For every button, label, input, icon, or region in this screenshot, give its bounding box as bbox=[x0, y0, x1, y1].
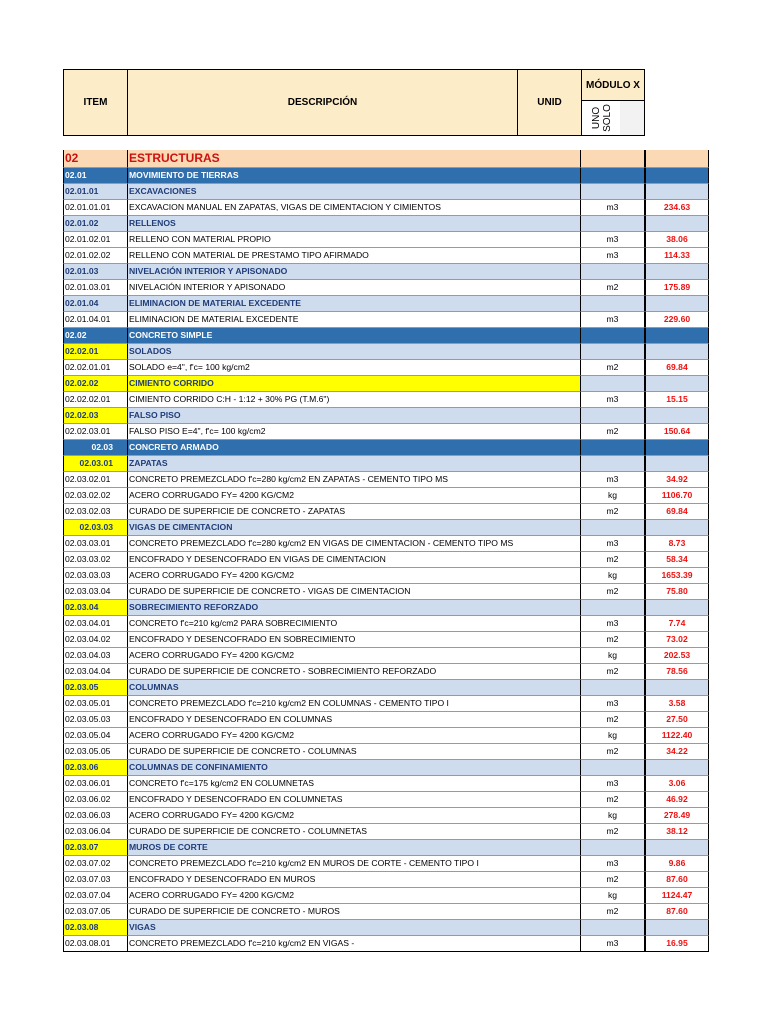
item-quantity bbox=[645, 680, 709, 696]
item-unit: m2 bbox=[581, 712, 645, 728]
item-code: 02.03.04 bbox=[63, 600, 128, 616]
item-unit bbox=[581, 184, 645, 200]
item-quantity: 15.15 bbox=[645, 392, 709, 408]
item-quantity bbox=[645, 376, 709, 392]
item-code: 02.03.06.04 bbox=[63, 824, 128, 840]
header-modulo-sub-label: UNO SOLO bbox=[591, 104, 613, 132]
item-quantity bbox=[645, 184, 709, 200]
table-row bbox=[63, 648, 691, 664]
item-description: ACERO CORRUGADO FY= 4200 KG/CM2 bbox=[128, 568, 581, 584]
item-description: CONCRETO PREMEZCLADO f'c=210 kg/cm2 EN COLUMNAS - CEMENTO TIPO I bbox=[128, 696, 581, 712]
item-quantity: 1106.70 bbox=[645, 488, 709, 504]
item-code: 02.03.05.01 bbox=[63, 696, 128, 712]
item-unit bbox=[581, 920, 645, 936]
header-modulo bbox=[581, 69, 645, 101]
group-row bbox=[63, 440, 645, 456]
item-unit: m2 bbox=[581, 280, 645, 296]
item-unit: m3 bbox=[581, 536, 645, 552]
item-unit bbox=[581, 456, 645, 472]
table-row bbox=[63, 792, 688, 808]
item-unit: m3 bbox=[581, 200, 645, 216]
item-unit: m3 bbox=[581, 936, 645, 952]
item-quantity: 34.92 bbox=[645, 472, 709, 488]
table-row bbox=[63, 232, 688, 248]
item-unit bbox=[581, 296, 645, 312]
item-unit bbox=[581, 376, 645, 392]
item-unit: m3 bbox=[581, 392, 645, 408]
item-code: 02.03.02.03 bbox=[63, 504, 128, 520]
item-quantity: 46.92 bbox=[645, 792, 709, 808]
item-unit: m2 bbox=[581, 424, 645, 440]
table-row bbox=[63, 696, 686, 712]
item-code: 02.02.01.01 bbox=[63, 360, 128, 376]
item-quantity bbox=[645, 600, 709, 616]
item-unit: m2 bbox=[581, 504, 645, 520]
item-description: ENCOFRADO Y DESENCOFRADO EN VIGAS DE CIMENTACION bbox=[128, 552, 581, 568]
item-quantity: 69.84 bbox=[645, 504, 709, 520]
item-description: FALSO PISO bbox=[128, 408, 581, 424]
item-quantity: 3.06 bbox=[645, 776, 709, 792]
item-unit bbox=[581, 168, 645, 184]
table-row bbox=[63, 936, 688, 952]
table-row bbox=[63, 744, 688, 760]
item-unit: m2 bbox=[581, 904, 645, 920]
table-row bbox=[63, 552, 688, 568]
group-row bbox=[63, 408, 645, 424]
item-code: 02.03.05.03 bbox=[63, 712, 128, 728]
item-unit: kg bbox=[581, 648, 645, 664]
item-unit: m3 bbox=[581, 232, 645, 248]
item-unit bbox=[581, 408, 645, 424]
item-quantity bbox=[645, 328, 709, 344]
item-code: 02.01.02.01 bbox=[63, 232, 128, 248]
item-code: 02 bbox=[63, 150, 128, 168]
item-code: 02.03.07.04 bbox=[63, 888, 128, 904]
item-description: CONCRETO f'c=210 kg/cm2 PARA SOBRECIMIENTO bbox=[128, 616, 581, 632]
item-description: FALSO PISO E=4", f'c= 100 kg/cm2 bbox=[128, 424, 581, 440]
item-description: SOBRECIMIENTO REFORZADO bbox=[128, 600, 581, 616]
item-description: ACERO CORRUGADO FY= 4200 KG/CM2 bbox=[128, 648, 581, 664]
item-quantity: 1122.40 bbox=[645, 728, 709, 744]
table-row bbox=[63, 248, 690, 264]
item-quantity: 1653.39 bbox=[645, 568, 709, 584]
item-description: CONCRETO SIMPLE bbox=[128, 328, 581, 344]
item-code: 02.02.03.01 bbox=[63, 424, 128, 440]
item-quantity bbox=[645, 344, 709, 360]
item-code: 02.02.03 bbox=[63, 408, 128, 424]
item-description: ELIMINACION DE MATERIAL EXCEDENTE bbox=[128, 312, 581, 328]
item-description: EXCAVACION MANUAL EN ZAPATAS, VIGAS DE CIMENTACION Y CIMIENTOS bbox=[128, 200, 581, 216]
item-quantity bbox=[645, 456, 709, 472]
item-code: 02.01.01.01 bbox=[63, 200, 128, 216]
item-unit: m2 bbox=[581, 792, 645, 808]
item-code: 02.01.04 bbox=[63, 296, 128, 312]
item-unit: m3 bbox=[581, 616, 645, 632]
group-row bbox=[63, 456, 645, 472]
item-code: 02.03.05 bbox=[63, 680, 128, 696]
item-quantity: 87.60 bbox=[645, 904, 709, 920]
table-row bbox=[63, 360, 688, 376]
item-unit: m2 bbox=[581, 872, 645, 888]
item-unit bbox=[581, 328, 645, 344]
table-row bbox=[63, 888, 693, 904]
item-quantity: 16.95 bbox=[645, 936, 709, 952]
item-quantity: 38.12 bbox=[645, 824, 709, 840]
item-code: 02.01.01 bbox=[63, 184, 128, 200]
table-row bbox=[63, 568, 693, 584]
item-code: 02.01.04.01 bbox=[63, 312, 128, 328]
item-code: 02.03.06.03 bbox=[63, 808, 128, 824]
item-description: CONCRETO PREMEZCLADO f'c=280 kg/cm2 EN ZAPATAS - CEMENTO TIPO MS bbox=[128, 472, 581, 488]
table-row bbox=[63, 504, 688, 520]
item-code: 02.03.05.05 bbox=[63, 744, 128, 760]
table-row bbox=[63, 904, 688, 920]
table-row bbox=[63, 584, 688, 600]
item-unit: kg bbox=[581, 568, 645, 584]
table-row bbox=[63, 280, 691, 296]
item-code: 02.03.05.04 bbox=[63, 728, 128, 744]
header-unid bbox=[517, 69, 582, 136]
item-description: SOLADOS bbox=[128, 344, 581, 360]
group-row bbox=[63, 216, 645, 232]
item-code: 02.01.03 bbox=[63, 264, 128, 280]
group-row bbox=[63, 168, 645, 184]
item-code: 02.03.03.02 bbox=[63, 552, 128, 568]
item-code: 02.03.04.02 bbox=[63, 632, 128, 648]
item-unit bbox=[581, 264, 645, 280]
item-code: 02.02.02 bbox=[63, 376, 128, 392]
item-quantity bbox=[645, 150, 709, 168]
item-quantity: 234.63 bbox=[645, 200, 709, 216]
item-code: 02.03.04.04 bbox=[63, 664, 128, 680]
item-unit: m2 bbox=[581, 824, 645, 840]
item-unit: m3 bbox=[581, 696, 645, 712]
item-code: 02.03.06.01 bbox=[63, 776, 128, 792]
group-row bbox=[63, 376, 645, 392]
item-unit: m2 bbox=[581, 360, 645, 376]
group-row bbox=[63, 760, 645, 776]
header-modulo-label: MÓDULO X bbox=[586, 79, 640, 91]
item-quantity: 8.73 bbox=[645, 536, 709, 552]
table-row bbox=[63, 616, 686, 632]
item-description: CURADO DE SUPERFICIE DE CONCRETO - SOBRECIMIENTO REFORZADO bbox=[128, 664, 581, 680]
item-code: 02.03.07.02 bbox=[63, 856, 128, 872]
item-code: 02.03.03.01 bbox=[63, 536, 128, 552]
item-code: 02.01.02.02 bbox=[63, 248, 128, 264]
group-row bbox=[63, 520, 645, 536]
item-quantity bbox=[645, 920, 709, 936]
item-unit: kg bbox=[581, 808, 645, 824]
item-code: 02.03.01 bbox=[63, 456, 128, 472]
item-code: 02.03.03 bbox=[63, 520, 128, 536]
table-row bbox=[63, 488, 693, 504]
item-description: VIGAS DE CIMENTACION bbox=[128, 520, 581, 536]
item-unit: m2 bbox=[581, 584, 645, 600]
item-unit: m3 bbox=[581, 248, 645, 264]
item-description: CURADO DE SUPERFICIE DE CONCRETO - MUROS bbox=[128, 904, 581, 920]
item-code: 02.02 bbox=[63, 328, 128, 344]
table-row bbox=[63, 664, 688, 680]
item-code: 02.03.06 bbox=[63, 760, 128, 776]
item-code: 02.03.07 bbox=[63, 840, 128, 856]
header-descripcion-label: DESCRIPCIÓN bbox=[287, 97, 358, 108]
item-quantity: 175.89 bbox=[645, 280, 709, 296]
item-quantity bbox=[645, 840, 709, 856]
header-modulo-sub bbox=[581, 100, 645, 136]
item-quantity bbox=[645, 520, 709, 536]
table-row bbox=[63, 872, 688, 888]
item-description: CURADO DE SUPERFICIE DE CONCRETO - ZAPATAS bbox=[128, 504, 581, 520]
group-row bbox=[63, 920, 645, 936]
item-unit bbox=[581, 600, 645, 616]
item-description: EXCAVACIONES bbox=[128, 184, 581, 200]
item-description: COLUMNAS DE CONFINAMIENTO bbox=[128, 760, 581, 776]
group-row bbox=[63, 600, 645, 616]
section-row bbox=[63, 150, 645, 168]
item-code: 02.03.04.01 bbox=[63, 616, 128, 632]
item-description: ENCOFRADO Y DESENCOFRADO EN COLUMNETAS bbox=[128, 792, 581, 808]
item-description: ACERO CORRUGADO FY= 4200 KG/CM2 bbox=[128, 728, 581, 744]
item-description: ACERO CORRUGADO FY= 4200 KG/CM2 bbox=[128, 888, 581, 904]
item-unit: m3 bbox=[581, 312, 645, 328]
item-code: 02.03.03.04 bbox=[63, 584, 128, 600]
group-row bbox=[63, 264, 645, 280]
item-description: MOVIMIENTO DE TIERRAS bbox=[128, 168, 581, 184]
item-unit bbox=[581, 840, 645, 856]
item-code: 02.03.03.03 bbox=[63, 568, 128, 584]
item-description: CURADO DE SUPERFICIE DE CONCRETO - VIGAS DE CIMENTACION bbox=[128, 584, 581, 600]
item-quantity bbox=[645, 760, 709, 776]
group-row bbox=[63, 296, 645, 312]
item-quantity: 7.74 bbox=[645, 616, 709, 632]
item-code: 02.03.02.01 bbox=[63, 472, 128, 488]
item-code: 02.01 bbox=[63, 168, 128, 184]
item-code: 02.03.06.02 bbox=[63, 792, 128, 808]
group-row bbox=[63, 840, 645, 856]
table-row bbox=[63, 472, 688, 488]
group-row bbox=[63, 680, 645, 696]
item-description: CURADO DE SUPERFICIE DE CONCRETO - COLUMNAS bbox=[128, 744, 581, 760]
item-description: CURADO DE SUPERFICIE DE CONCRETO - COLUMNETAS bbox=[128, 824, 581, 840]
item-quantity bbox=[645, 168, 709, 184]
item-description: ENCOFRADO Y DESENCOFRADO EN SOBRECIMIENTO bbox=[128, 632, 581, 648]
item-description: ENCOFRADO Y DESENCOFRADO EN COLUMNAS bbox=[128, 712, 581, 728]
item-quantity bbox=[645, 264, 709, 280]
item-description: CONCRETO PREMEZCLADO f'c=210 kg/cm2 EN VIGAS - bbox=[128, 936, 581, 952]
item-quantity: 78.56 bbox=[645, 664, 709, 680]
item-code: 02.03.07.05 bbox=[63, 904, 128, 920]
item-quantity: 87.60 bbox=[645, 872, 709, 888]
item-description: ACERO CORRUGADO FY= 4200 KG/CM2 bbox=[128, 808, 581, 824]
item-description: VIGAS bbox=[128, 920, 581, 936]
item-unit bbox=[581, 344, 645, 360]
header-descripcion bbox=[127, 69, 518, 136]
item-quantity: 202.53 bbox=[645, 648, 709, 664]
item-quantity: 278.49 bbox=[645, 808, 709, 824]
item-code: 02.03.08.01 bbox=[63, 936, 128, 952]
item-description: ENCOFRADO Y DESENCOFRADO EN MUROS bbox=[128, 872, 581, 888]
item-quantity bbox=[645, 296, 709, 312]
table-row bbox=[63, 856, 686, 872]
item-quantity: 38.06 bbox=[645, 232, 709, 248]
item-description: CIMIENTO CORRIDO C:H - 1:12 + 30% PG (T.M.6") bbox=[128, 392, 581, 408]
item-unit bbox=[581, 150, 645, 168]
item-code: 02.03.04.03 bbox=[63, 648, 128, 664]
item-description: SOLADO e=4", f'c= 100 kg/cm2 bbox=[128, 360, 581, 376]
table-row bbox=[63, 808, 691, 824]
item-quantity bbox=[645, 408, 709, 424]
item-description: CIMIENTO CORRIDO bbox=[128, 376, 581, 392]
item-description: CONCRETO f'c=175 kg/cm2 EN COLUMNETAS bbox=[128, 776, 581, 792]
item-quantity: 69.84 bbox=[645, 360, 709, 376]
table-row bbox=[63, 824, 688, 840]
group-row bbox=[63, 184, 645, 200]
item-unit: m2 bbox=[581, 664, 645, 680]
item-code: 02.03.07.03 bbox=[63, 872, 128, 888]
item-unit: m3 bbox=[581, 776, 645, 792]
item-code: 02.01.02 bbox=[63, 216, 128, 232]
item-description: CONCRETO PREMEZCLADO f'c=280 kg/cm2 EN VIGAS DE CIMENTACION - CEMENTO TIPO MS bbox=[128, 536, 581, 552]
table-row bbox=[63, 728, 693, 744]
item-description: RELLENO CON MATERIAL PROPIO bbox=[128, 232, 581, 248]
group-row bbox=[63, 344, 645, 360]
item-quantity: 58.34 bbox=[645, 552, 709, 568]
item-quantity: 229.60 bbox=[645, 312, 709, 328]
item-description: ELIMINACION DE MATERIAL EXCEDENTE bbox=[128, 296, 581, 312]
item-description: CONCRETO ARMADO bbox=[128, 440, 581, 456]
item-code: 02.02.02.01 bbox=[63, 392, 128, 408]
item-quantity: 9.86 bbox=[645, 856, 709, 872]
header-item bbox=[63, 69, 128, 136]
table-row bbox=[63, 424, 691, 440]
item-unit bbox=[581, 520, 645, 536]
item-description: CONCRETO PREMEZCLADO f'c=210 kg/cm2 EN MUROS DE CORTE - CEMENTO TIPO I bbox=[128, 856, 581, 872]
item-description: NIVELACIÓN INTERIOR Y APISONADO bbox=[128, 280, 581, 296]
header-item-label: ITEM bbox=[83, 97, 108, 108]
item-unit: m2 bbox=[581, 632, 645, 648]
item-quantity: 114.33 bbox=[645, 248, 709, 264]
item-unit bbox=[581, 680, 645, 696]
item-code: 02.03 bbox=[63, 440, 128, 456]
item-description: COLUMNAS bbox=[128, 680, 581, 696]
item-quantity: 34.22 bbox=[645, 744, 709, 760]
item-quantity bbox=[645, 216, 709, 232]
item-quantity: 1124.47 bbox=[645, 888, 709, 904]
table-row bbox=[63, 536, 686, 552]
item-unit: m3 bbox=[581, 856, 645, 872]
item-code: 02.03.08 bbox=[63, 920, 128, 936]
item-unit: kg bbox=[581, 888, 645, 904]
item-code: 02.01.03.01 bbox=[63, 280, 128, 296]
table-row bbox=[63, 200, 691, 216]
item-unit: kg bbox=[581, 488, 645, 504]
table-row bbox=[63, 712, 688, 728]
item-quantity: 73.02 bbox=[645, 632, 709, 648]
table-row bbox=[63, 312, 691, 328]
item-quantity: 150.64 bbox=[645, 424, 709, 440]
item-unit bbox=[581, 216, 645, 232]
item-unit: kg bbox=[581, 728, 645, 744]
item-description: RELLENO CON MATERIAL DE PRESTAMO TIPO AFIRMADO bbox=[128, 248, 581, 264]
table-row bbox=[63, 632, 688, 648]
item-description: ESTRUCTURAS bbox=[128, 150, 581, 168]
item-unit: m2 bbox=[581, 744, 645, 760]
item-unit bbox=[581, 760, 645, 776]
item-unit: m2 bbox=[581, 552, 645, 568]
item-description: RELLENOS bbox=[128, 216, 581, 232]
item-description: NIVELACIÓN INTERIOR Y APISONADO bbox=[128, 264, 581, 280]
budget-table bbox=[63, 150, 693, 952]
header-unid-label: UNID bbox=[537, 97, 562, 108]
item-quantity bbox=[645, 440, 709, 456]
item-quantity: 75.80 bbox=[645, 584, 709, 600]
item-code: 02.03.02.02 bbox=[63, 488, 128, 504]
item-unit bbox=[581, 440, 645, 456]
item-quantity: 3.58 bbox=[645, 696, 709, 712]
item-code: 02.02.01 bbox=[63, 344, 128, 360]
item-unit: m3 bbox=[581, 472, 645, 488]
item-description: ACERO CORRUGADO FY= 4200 KG/CM2 bbox=[128, 488, 581, 504]
item-description: MUROS DE CORTE bbox=[128, 840, 581, 856]
table-row bbox=[63, 392, 688, 408]
group-row bbox=[63, 328, 645, 344]
item-quantity: 27.50 bbox=[645, 712, 709, 728]
table-row bbox=[63, 776, 686, 792]
item-description: ZAPATAS bbox=[128, 456, 581, 472]
